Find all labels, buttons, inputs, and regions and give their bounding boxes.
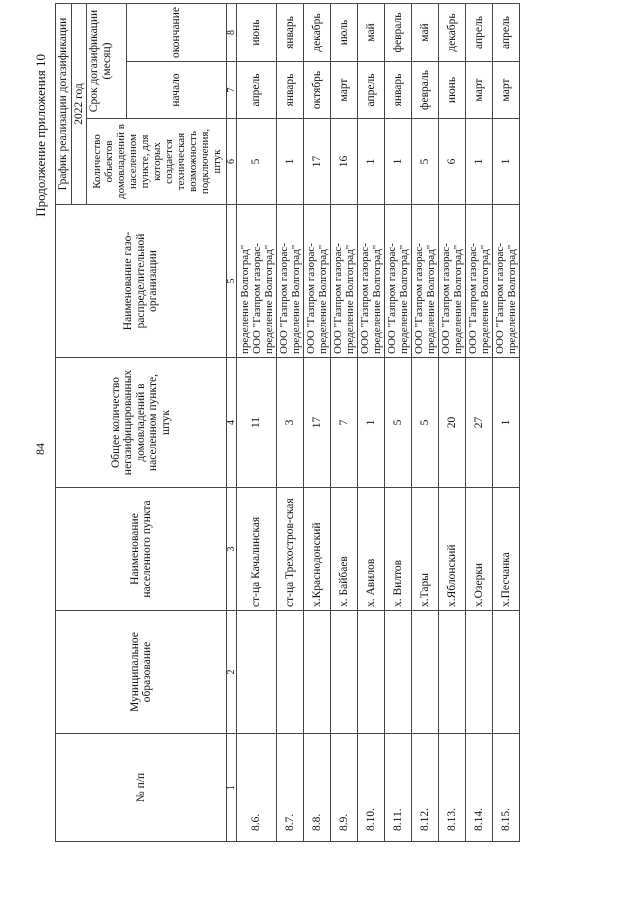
row-number: 8.13. [439, 734, 466, 842]
total-households: 7 [331, 358, 358, 488]
cell-end: июнь [237, 4, 277, 62]
gas-organization [385, 205, 412, 358]
municipality-cell [385, 611, 412, 734]
org-line: ООО "Газпром газорас- [494, 243, 506, 354]
row-number: 8.12. [412, 734, 439, 842]
row-number: 8.7. [277, 734, 304, 842]
total-households: 1 [358, 358, 385, 488]
cell-objects: 1 [385, 119, 412, 205]
cell-end: декабрь [304, 4, 331, 62]
municipality-cell [237, 611, 277, 734]
column-number-row [227, 4, 237, 842]
header-year: 2022 год [71, 4, 87, 205]
cell-start: октябрь [304, 62, 331, 119]
municipality-cell [277, 611, 304, 734]
org-line: пределение Волгоград" [425, 244, 437, 354]
total-households: 1 [493, 358, 520, 488]
cell-end: декабрь [439, 4, 466, 62]
settlement-name: х. Байбаев [331, 488, 358, 611]
cell-end: июль [331, 4, 358, 62]
cell-start: февраль [412, 62, 439, 119]
municipality-cell [358, 611, 385, 734]
gas-organization [304, 205, 331, 358]
total-households: 17 [304, 358, 331, 488]
column-number: 6 [227, 119, 237, 205]
org-line: пределение Волгоград" [344, 244, 356, 354]
org-line: ООО "Газпром газорас- [413, 243, 425, 354]
table-row [277, 4, 304, 842]
header-start: начало [127, 62, 227, 119]
org-line: пределение Волгоград" [479, 244, 491, 354]
org-line: пределение Волгоград" [506, 244, 518, 354]
table-row [385, 4, 412, 842]
gas-organization [466, 205, 493, 358]
column-number: 4 [227, 358, 237, 488]
header-schedule: График реализации догазификации [56, 4, 72, 205]
org-line: пределение Волгоград" [290, 244, 302, 354]
column-number: 3 [227, 488, 237, 611]
cell-start: апрель [237, 62, 277, 119]
municipality-cell [466, 611, 493, 734]
row-number: 8.8. [304, 734, 331, 842]
header-term: Срок догазификации (месяц) [87, 4, 127, 119]
page-number: 84 [33, 443, 47, 455]
cell-objects: 1 [493, 119, 520, 205]
org-line: пределение Волгоград" [452, 244, 464, 354]
cell-start: март [466, 62, 493, 119]
municipality-cell [304, 611, 331, 734]
row-number: 8.11. [385, 734, 412, 842]
cell-start: январь [385, 62, 412, 119]
table-row [439, 4, 466, 842]
table-row [412, 4, 439, 842]
org-line: пределение Волгоград" [317, 244, 329, 354]
settlement-name: х. Вилтов [385, 488, 412, 611]
org-line: пределение Волгоград" [371, 244, 383, 354]
table-row [237, 4, 277, 842]
header-np: Наименование населенного пункта [56, 488, 227, 611]
cell-end: май [412, 4, 439, 62]
row-number: 8.6. [237, 734, 277, 842]
cell-objects: 16 [331, 119, 358, 205]
org-line: ООО "Газпром газорас- [332, 243, 344, 354]
gas-organization [358, 205, 385, 358]
header-total: Общее количество негазифицированных домовладений в населенном пункте, штук [56, 358, 227, 488]
cell-objects: 5 [412, 119, 439, 205]
cell-objects: 1 [466, 119, 493, 205]
gas-organization [331, 205, 358, 358]
municipality-cell [331, 611, 358, 734]
settlement-name: х.Яблонский [439, 488, 466, 611]
total-households: 11 [237, 358, 277, 488]
total-households: 20 [439, 358, 466, 488]
total-households: 5 [412, 358, 439, 488]
column-number: 2 [227, 611, 237, 734]
total-households: 27 [466, 358, 493, 488]
cell-end: апрель [466, 4, 493, 62]
column-number: 8 [227, 4, 237, 62]
settlement-name: ст-ца Трехостров-ская [277, 488, 304, 611]
table-row [304, 4, 331, 842]
municipality-cell [493, 611, 520, 734]
gasification-table [55, 3, 520, 842]
cell-objects: 5 [237, 119, 277, 205]
total-households: 5 [385, 358, 412, 488]
org-line: ООО "Газпром газорас- [359, 243, 371, 354]
cell-start: январь [277, 62, 304, 119]
cell-end: май [358, 4, 385, 62]
cell-objects: 17 [304, 119, 331, 205]
header-end: окончание [127, 4, 227, 62]
cell-start: март [493, 62, 520, 119]
org-line: ООО "Газпром газорас- [386, 243, 398, 354]
org-prev-tail: пределение Волгоград" [239, 244, 251, 354]
cell-objects: 6 [439, 119, 466, 205]
settlement-name: х.Песчанка [493, 488, 520, 611]
org-line: ООО "Газпром газорас- [467, 243, 479, 354]
org-line: пределение Волгоград" [398, 244, 410, 354]
table-row [358, 4, 385, 842]
cell-objects: 1 [358, 119, 385, 205]
gas-organization [277, 205, 304, 358]
gas-organization [493, 205, 520, 358]
header-mo: Муниципальное образование [56, 611, 227, 734]
row-number: 8.9. [331, 734, 358, 842]
row-number: 8.14. [466, 734, 493, 842]
table-row [466, 4, 493, 842]
municipality-cell [439, 611, 466, 734]
cell-start: апрель [358, 62, 385, 119]
row-number: 8.15. [493, 734, 520, 842]
settlement-name: х.Краснодонский [304, 488, 331, 611]
cell-end: апрель [493, 4, 520, 62]
cell-start: март [331, 62, 358, 119]
cell-end: февраль [385, 4, 412, 62]
header-org: Наименование газо-распределительной организации [56, 205, 227, 358]
cell-end: январь [277, 4, 304, 62]
org-line: ООО "Газпром газорас- [440, 243, 452, 354]
column-number: 1 [227, 734, 237, 842]
settlement-name: ст-ца Качалинская [237, 488, 277, 611]
total-households: 3 [277, 358, 304, 488]
cell-start: июнь [439, 62, 466, 119]
header-objects: Количество объектов домовладений в населенном пункте, для которых создается техническая возможность подключения, штук [87, 119, 227, 205]
settlement-name: х.Тары [412, 488, 439, 611]
column-number: 5 [227, 205, 237, 358]
org-line: пределение Волгоград" [263, 244, 275, 354]
settlement-name: х. Авилов [358, 488, 385, 611]
gas-organization [237, 205, 277, 358]
continuation-title: Продолжение приложения 10 [33, 54, 48, 217]
table-row [493, 4, 520, 842]
org-line: ООО "Газпром газорас- [251, 243, 263, 354]
gas-organization [439, 205, 466, 358]
row-number: 8.10. [358, 734, 385, 842]
settlement-name: х.Озерки [466, 488, 493, 611]
municipality-cell [412, 611, 439, 734]
header-no: № п/п [56, 734, 227, 842]
table-row [331, 4, 358, 842]
org-line: ООО "Газпром газорас- [305, 243, 317, 354]
org-line: ООО "Газпром газорас- [278, 243, 290, 354]
cell-objects: 1 [277, 119, 304, 205]
gas-organization [412, 205, 439, 358]
column-number: 7 [227, 62, 237, 119]
